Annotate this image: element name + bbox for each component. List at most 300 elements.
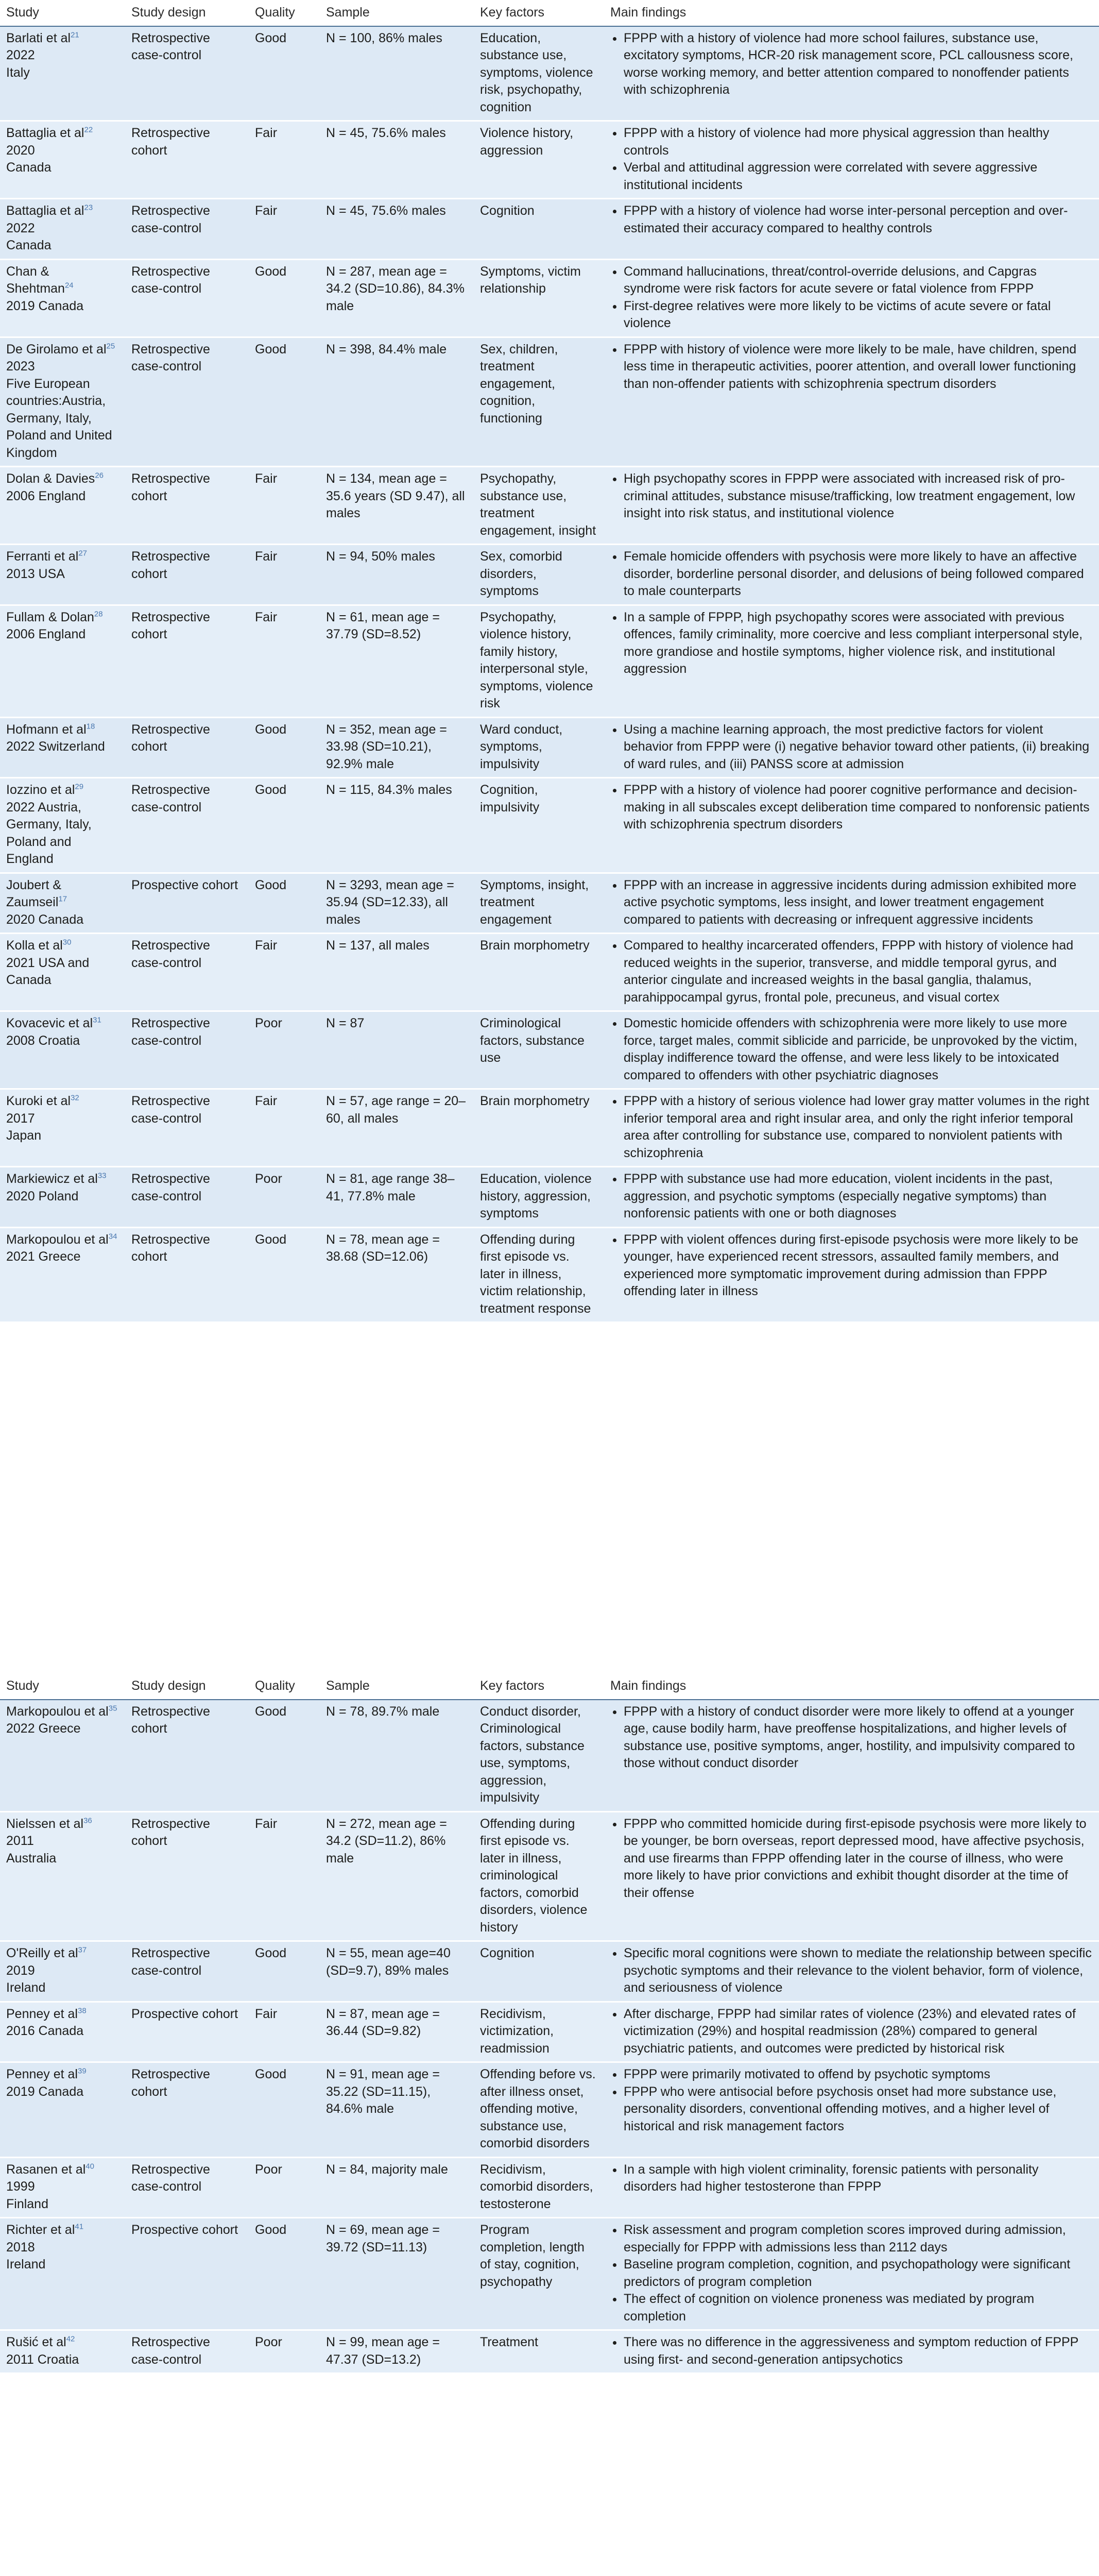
study-line (6, 470, 119, 488)
study-cell (0, 778, 125, 873)
factors-cell: Symptoms, insight, treatment engagement (474, 873, 604, 934)
findings-cell (604, 1811, 1099, 1941)
factors-cell: Ward conduct, symptoms, impulsivity (474, 717, 604, 778)
sample-cell: N = 99, mean age = 47.37 (SD=13.2) (320, 2330, 474, 2374)
study-line: 2016 Canada (6, 2024, 84, 2038)
reference-number: 29 (75, 782, 84, 791)
study-author: Battaglia et al (6, 204, 84, 218)
sample-cell: N = 352, mean age = 33.98 (SD=10.21), 92.9% male (320, 717, 474, 778)
finding-item (624, 1171, 1093, 1223)
study-line: 2020 Canada (6, 912, 84, 927)
study-line (6, 2006, 119, 2023)
study-line (6, 1015, 119, 1032)
findings-list (610, 2161, 1093, 2196)
study-line: 2019 Canada (6, 298, 84, 313)
finding-item (624, 609, 1093, 678)
findings-cell (604, 1167, 1099, 1228)
study-line: 2008 Croatia (6, 1033, 80, 1048)
finding-item: • First-degree relatives were more likely to be victims of acute severe or fatal violence (624, 298, 1093, 332)
study-author: Penney et al (6, 2006, 78, 2021)
reference-number: 27 (78, 549, 88, 558)
finding-item: • Verbal and attitudinal aggression were correlated with severe aggressive institutional incidents (624, 159, 1093, 194)
quality-cell: Good (249, 1227, 320, 1323)
finding-item: • FPPP were primarily motivated to offend by psychotic symptoms (624, 2066, 1093, 2083)
finding-item (624, 1703, 1093, 1772)
factors-cell: Criminological factors, substance use (474, 1011, 604, 1089)
finding-text: Specific moral cognitions were shown to mediate the relationship between specific psychotic symptoms and their relevance to the violent behavior, form of violence, and seriousness of violence (624, 1946, 1092, 1995)
study-line: Italy (6, 65, 30, 80)
study-cell (0, 337, 125, 467)
finding-text: After discharge, FPPP had similar rates of violence (23%) and elevated rates of victimization (29%) and hospital readmission (28%) compared to general psychiatric patients, and outcomes were predicted by historical risk (624, 2006, 1076, 2056)
table-row (0, 2157, 1099, 2218)
reference-number: 39 (78, 2066, 87, 2076)
quality-cell: Poor (249, 2330, 320, 2374)
quality-cell: Fair (249, 121, 320, 199)
quality-cell: Fair (249, 605, 320, 717)
findings-list (610, 721, 1093, 773)
quality-cell: Fair (249, 199, 320, 260)
quality-cell: Good (249, 259, 320, 337)
finding-item (624, 202, 1093, 237)
factors-cell: Brain morphometry (474, 1089, 604, 1167)
sample-cell: N = 57, age range = 20–60, all males (320, 1089, 474, 1167)
findings-list (610, 125, 1093, 194)
design-cell: Retrospective case-control (125, 26, 249, 121)
header-row (0, 1, 1099, 26)
findings-cell (604, 605, 1099, 717)
study-cell (0, 259, 125, 337)
column-header: Key factors (474, 1674, 604, 1700)
study-author: Barlati et al (6, 30, 71, 45)
study-cell (0, 1227, 125, 1323)
finding-item (624, 548, 1093, 600)
finding-item: • The effect of cognition on violence proneness was mediated by program completion (624, 2291, 1093, 2325)
design-cell: Prospective cohort (125, 2002, 249, 2062)
study-line (6, 125, 119, 142)
table-row (0, 2218, 1099, 2330)
sample-cell: N = 134, mean age = 35.6 years (SD 9.47), all males (320, 467, 474, 545)
study-line: 1999 (6, 2179, 35, 2194)
finding-text: FPPP with violent offences during first-episode psychosis were more likely to be younger, have experienced recent stressors, assaulted family members, and experienced more symptomatic improvement during admission than FPPP offending later in illness (624, 1232, 1078, 1298)
table-row (0, 1811, 1099, 1941)
factors-cell: Conduct disorder, Criminological factors, substance use, symptoms, aggression, impulsivity (474, 1700, 604, 1812)
study-cell (0, 605, 125, 717)
table-row (0, 2002, 1099, 2062)
quality-cell: Fair (249, 934, 320, 1011)
design-cell: Retrospective case-control (125, 1941, 249, 2002)
findings-cell (604, 2330, 1099, 2374)
study-line (6, 2066, 119, 2083)
finding-item (624, 341, 1093, 393)
reference-number: 33 (97, 1171, 107, 1180)
table-row (0, 717, 1099, 778)
design-cell: Prospective cohort (125, 873, 249, 934)
study-author: Markiewicz et al (6, 1172, 98, 1186)
factors-cell: Violence history, aggression (474, 121, 604, 199)
finding-text: FPPP with a history of violence had poorer cognitive performance and decision-making in all subscales except deliberation time compared to nonforensic patients with schizophrenia spectrum disorders (624, 783, 1090, 832)
factors-cell: Cognition (474, 1941, 604, 2002)
finding-item (624, 937, 1093, 1006)
study-cell (0, 934, 125, 1011)
study-author: Richter et al (6, 2223, 75, 2237)
reference-number: 28 (94, 609, 103, 619)
reference-number: 34 (108, 1232, 117, 1241)
study-cell (0, 545, 125, 605)
table-row (0, 1700, 1099, 1812)
sample-cell: N = 3293, mean age = 35.94 (SD=12.33), all males (320, 873, 474, 934)
study-cell (0, 1011, 125, 1089)
design-cell: Retrospective case-control (125, 259, 249, 337)
sample-cell: N = 398, 84.4% male (320, 337, 474, 467)
table-row (0, 26, 1099, 121)
quality-cell: Poor (249, 1167, 320, 1228)
design-cell: Retrospective case-control (125, 337, 249, 467)
study-author: Kuroki et al (6, 1094, 71, 1108)
findings-cell (604, 1011, 1099, 1089)
factors-cell: Offending during first episode vs. later in illness, victim relationship, treatment response (474, 1227, 604, 1323)
study-line (6, 937, 119, 955)
quality-cell: Good (249, 1700, 320, 1812)
quality-cell: Good (249, 717, 320, 778)
findings-list (610, 877, 1093, 929)
sample-cell: N = 78, 89.7% male (320, 1700, 474, 1812)
study-cell (0, 1700, 125, 1812)
study-cell (0, 467, 125, 545)
study-line (6, 2334, 119, 2351)
column-header: Main findings (604, 1, 1099, 26)
table-row (0, 337, 1099, 467)
study-line: 2018 (6, 2240, 35, 2255)
factors-cell: Psychopathy, substance use, treatment engagement, insight (474, 467, 604, 545)
study-line: Finland (6, 2196, 48, 2211)
column-header: Sample (320, 1674, 474, 1700)
study-line (6, 202, 119, 220)
study-author: O'Reilly et al (6, 1946, 78, 1960)
sample-cell: N = 115, 84.3% males (320, 778, 474, 873)
quality-cell: Fair (249, 1811, 320, 1941)
factors-cell: Education, substance use, symptoms, violence risk, psychopathy, cognition (474, 26, 604, 121)
reference-number: 41 (75, 2222, 84, 2231)
study-line: Ireland (6, 1980, 46, 1995)
findings-list (610, 937, 1093, 1006)
reference-number: 42 (66, 2334, 75, 2344)
study-author: Kovacevic et al (6, 1016, 93, 1030)
design-cell: Retrospective cohort (125, 467, 249, 545)
reference-number: 26 (95, 471, 104, 480)
findings-list (610, 1703, 1093, 1772)
finding-text: FPPP with an increase in aggressive incidents during admission exhibited more active psychotic symptoms, less insight, and lower treatment engagement compared to patients with decreasing or infrequent aggressive incidents (624, 877, 1077, 927)
factors-cell: Brain morphometry (474, 934, 604, 1011)
study-line: 2022 Greece (6, 1721, 81, 1736)
study-table-part-2 (0, 1674, 1099, 2374)
study-line (6, 263, 119, 298)
findings-cell (604, 778, 1099, 873)
table-row (0, 2330, 1099, 2374)
study-cell (0, 1167, 125, 1228)
design-cell: Prospective cohort (125, 2218, 249, 2330)
study-line: 2022 Austria, Germany, Italy, Poland and England (6, 800, 92, 866)
findings-list (610, 1945, 1093, 1997)
table-row (0, 545, 1099, 605)
design-cell: Retrospective case-control (125, 1167, 249, 1228)
table-row (0, 1011, 1099, 1089)
study-cell (0, 2330, 125, 2374)
findings-list (610, 1231, 1093, 1300)
design-cell: Retrospective case-control (125, 2157, 249, 2218)
study-line (6, 2161, 119, 2179)
study-line: 2017 (6, 1111, 35, 1126)
finding-item (624, 877, 1093, 929)
quality-cell: Fair (249, 467, 320, 545)
study-line: 2019 Canada (6, 2084, 84, 2099)
sample-cell: N = 87, mean age = 36.44 (SD=9.82) (320, 2002, 474, 2062)
study-line: 2006 England (6, 488, 86, 503)
study-cell (0, 121, 125, 199)
reference-number: 35 (108, 1704, 117, 1713)
finding-item: • Risk assessment and program completion scores improved during admission, especially for FPPP with admissions less than 2112 days (624, 2222, 1093, 2256)
factors-cell: Offending before vs. after illness onset, offending motive, substance use, comorbid disorders (474, 2062, 604, 2158)
findings-list (610, 202, 1093, 237)
study-line: 2011 Croatia (6, 2352, 79, 2367)
factors-cell: Program completion, length of stay, cognition, psychopathy (474, 2218, 604, 2330)
study-author: Markopoulou et al (6, 1232, 109, 1247)
finding-item (624, 1015, 1093, 1084)
findings-list (610, 470, 1093, 522)
reference-number: 22 (84, 125, 93, 134)
study-line: 2022 Switzerland (6, 739, 105, 754)
study-cell (0, 2218, 125, 2330)
findings-cell (604, 26, 1099, 121)
study-author: Rasanen et al (6, 2162, 86, 2177)
reference-number: 18 (86, 722, 95, 731)
finding-item (624, 721, 1093, 773)
study-line (6, 1816, 119, 1833)
factors-cell: Sex, children, treatment engagement, cognition, functioning (474, 337, 604, 467)
study-cell (0, 2062, 125, 2158)
design-cell: Retrospective case-control (125, 199, 249, 260)
design-cell: Retrospective case-control (125, 778, 249, 873)
factors-cell: Offending during first episode vs. later in illness, criminological factors, comorbid disorders, violence history (474, 1811, 604, 1941)
study-author: Iozzino et al (6, 783, 75, 797)
design-cell: Retrospective cohort (125, 605, 249, 717)
finding-text: High psychopathy scores in FPPP were associated with increased risk of pro-criminal attitudes, substance misuse/trafficking, low treatment engagement, low insight into risk status, and institutional violence (624, 471, 1075, 520)
study-line (6, 30, 119, 47)
reference-number: 30 (62, 938, 72, 947)
reference-number: 37 (78, 1945, 87, 1955)
finding-text: In a sample of FPPP, high psychopathy scores were associated with previous offences, family criminality, more coercive and less compliant interpersonal style, more grandiose and hostile symptoms, higher violence risk, and institutional aggression (624, 609, 1083, 676)
reference-number: 40 (85, 2162, 94, 2171)
finding-text: FPPP with substance use had more education, violent incidents in the past, aggression, and psychotic symptoms (especially negative symptoms) than nonforensic patients with one or both diagnoses (624, 1172, 1053, 1221)
study-line (6, 782, 119, 799)
reference-number: 38 (78, 2006, 87, 2015)
finding-item (624, 470, 1093, 522)
study-author: Dolan & Davies (6, 471, 95, 486)
study-line: 2019 (6, 1963, 35, 1978)
study-line: Ireland (6, 2257, 46, 2272)
table-row (0, 1167, 1099, 1228)
findings-cell (604, 545, 1099, 605)
column-header: Study (0, 1674, 125, 1700)
finding-text: FPPP with a history of violence had more school failures, substance use, excitatory symptoms, HCR-20 risk management score, PCL callousness score, worse working memory, and better attention compared to nonoffender patients with schizophrenia (624, 30, 1073, 97)
quality-cell: Good (249, 2218, 320, 2330)
findings-list (610, 782, 1093, 834)
study-table-part-1 (0, 1, 1099, 1323)
column-header: Quality (249, 1, 320, 26)
sample-cell: N = 137, all males (320, 934, 474, 1011)
finding-item: • FPPP with a history of violence had more physical aggression than healthy controls (624, 125, 1093, 159)
findings-list (610, 30, 1093, 99)
column-header: Quality (249, 1674, 320, 1700)
study-author: Battaglia et al (6, 126, 84, 140)
findings-cell (604, 2157, 1099, 2218)
column-header: Main findings (604, 1674, 1099, 1700)
study-line: 2006 England (6, 627, 86, 641)
findings-cell (604, 1227, 1099, 1323)
findings-cell (604, 467, 1099, 545)
study-line: Canada (6, 238, 51, 252)
findings-cell (604, 1700, 1099, 1812)
findings-list (610, 609, 1093, 678)
study-author: Chan & Shehtman (6, 264, 65, 296)
finding-text: There was no difference in the aggressiveness and symptom reduction of FPPP using first- and second-generation antipsychotics (624, 2335, 1078, 2367)
study-line (6, 609, 119, 626)
study-author: Penney et al (6, 2067, 78, 2081)
study-line: 2022 (6, 48, 35, 62)
findings-list (610, 2334, 1093, 2368)
factors-cell: Education, violence history, aggression, symptoms (474, 1167, 604, 1228)
factors-cell: Recidivism, victimization, readmission (474, 2002, 604, 2062)
sample-cell: N = 87 (320, 1011, 474, 1089)
finding-text: FPPP with a history of serious violence had lower gray matter volumes in the right inferior temporal area and right insular area, and only the right inferior temporal area after controlling for substance use, compared to nonviolent patients with schizophrenia (624, 1094, 1090, 1160)
study-line: Five European countries:Austria, Germany, Italy, Poland and United Kingdom (6, 376, 112, 460)
study-line: 2022 (6, 221, 35, 235)
study-line (6, 341, 119, 359)
study-line: 2021 Greece (6, 1249, 81, 1264)
column-header: Key factors (474, 1, 604, 26)
study-line: 2020 Poland (6, 1189, 79, 1204)
study-line (6, 877, 119, 911)
quality-cell: Good (249, 1941, 320, 2002)
study-line: 2013 USA (6, 566, 65, 581)
quality-cell: Poor (249, 1011, 320, 1089)
finding-item (624, 30, 1093, 99)
table-row (0, 1227, 1099, 1323)
study-line (6, 548, 119, 566)
findings-list (610, 548, 1093, 600)
sample-cell: N = 61, mean age = 37.79 (SD=8.52) (320, 605, 474, 717)
study-cell (0, 199, 125, 260)
findings-list (610, 2006, 1093, 2058)
study-author: Ferranti et al (6, 549, 79, 564)
sample-cell: N = 94, 50% males (320, 545, 474, 605)
findings-cell (604, 121, 1099, 199)
study-author: Rušić et al (6, 2335, 66, 2349)
sample-cell: N = 287, mean age = 34.2 (SD=10.86), 84.3% male (320, 259, 474, 337)
findings-cell (604, 873, 1099, 934)
findings-list (610, 1816, 1093, 1902)
sample-cell: N = 78, mean age = 38.68 (SD=12.06) (320, 1227, 474, 1323)
findings-list (610, 1093, 1093, 1162)
findings-cell (604, 934, 1099, 1011)
study-cell (0, 1811, 125, 1941)
study-line (6, 2222, 119, 2239)
finding-text: FPPP with a history of violence had worse inter-personal perception and over-estimated their accuracy compared to healthy controls (624, 204, 1068, 235)
table-row (0, 121, 1099, 199)
finding-item (624, 1231, 1093, 1300)
study-cell (0, 1089, 125, 1167)
findings-cell (604, 2002, 1099, 2062)
finding-text: Using a machine learning approach, the most predictive factors for violent behavior from FPPP were (i) negative behavior toward other patients, (ii) breaking of ward rules, and (iii) PANSS score at admission (624, 722, 1090, 771)
finding-item (624, 2334, 1093, 2368)
finding-item (624, 1945, 1093, 1997)
study-cell (0, 873, 125, 934)
finding-item: • FPPP who were antisocial before psychosis onset had more substance use, personality disorders, conventional offending motives, and a higher level of historical and risk management factors (624, 2083, 1093, 2136)
findings-cell (604, 259, 1099, 337)
finding-item (624, 2006, 1093, 2058)
study-line: 2023 (6, 359, 35, 374)
findings-list (610, 1015, 1093, 1084)
study-line: 2020 (6, 143, 35, 158)
study-line: Australia (6, 1851, 57, 1866)
table-row (0, 1089, 1099, 1167)
study-author: Markopoulou et al (6, 1704, 109, 1719)
findings-list (610, 2066, 1093, 2135)
sample-cell: N = 272, mean age = 34.2 (SD=11.2), 86% male (320, 1811, 474, 1941)
finding-text: FPPP who committed homicide during first-episode psychosis were more likely to be younger, be born overseas, report depressed mood, have affective psychosis, and use firearms than FPPP offending later in the course of illness, who were more likely to have prior convictions and exhibit thought disorder at the time of their offense (624, 1816, 1087, 1900)
table-row (0, 873, 1099, 934)
column-header: Sample (320, 1, 474, 26)
findings-cell (604, 2218, 1099, 2330)
finding-item (624, 1093, 1093, 1162)
study-line: Canada (6, 160, 51, 175)
table-row (0, 259, 1099, 337)
study-line (6, 1093, 119, 1110)
finding-item (624, 1816, 1093, 1902)
study-author: Nielssen et al (6, 1816, 84, 1831)
factors-cell: Symptoms, victim relationship (474, 259, 604, 337)
reference-number: 21 (71, 30, 79, 40)
reference-number: 32 (71, 1093, 79, 1103)
study-line: 2011 (6, 1834, 34, 1848)
study-cell (0, 2002, 125, 2062)
study-line (6, 1703, 119, 1721)
finding-text: FPPP with history of violence were more likely to be male, have children, spend less time in therapeutic activities, poorer attention, and overall lower functioning than non-offender patients with schizophrenia spectrum disorders (624, 342, 1077, 391)
design-cell: Retrospective cohort (125, 717, 249, 778)
finding-text: FPPP with a history of conduct disorder were more likely to offend at a younger age, cause bodily harm, have preoffense hospitalizations, and higher levels of substance use, positive symptoms, anger, hostility, and impulsivity compared to those without conduct disorder (624, 1704, 1075, 1770)
study-cell (0, 1941, 125, 2002)
design-cell: Retrospective cohort (125, 1811, 249, 1941)
study-line: 2021 USA and Canada (6, 955, 90, 987)
quality-cell: Good (249, 337, 320, 467)
sample-cell: N = 84, majority male (320, 2157, 474, 2218)
table-row (0, 778, 1099, 873)
quality-cell: Poor (249, 2157, 320, 2218)
sample-cell: N = 45, 75.6% males (320, 199, 474, 260)
factors-cell: Sex, comorbid disorders, symptoms (474, 545, 604, 605)
finding-text: Female homicide offenders with psychosis were more likely to have an affective disorder, borderline personal disorder, and delusions of being followed compared to male counterparts (624, 549, 1084, 598)
column-header: Study design (125, 1, 249, 26)
findings-list (610, 341, 1093, 393)
findings-cell (604, 1089, 1099, 1167)
sample-cell: N = 91, mean age = 35.22 (SD=11.15), 84.6% male (320, 2062, 474, 2158)
findings-list (610, 1171, 1093, 1223)
reference-number: 36 (83, 1816, 92, 1825)
study-author: Hofmann et al (6, 722, 87, 737)
design-cell: Retrospective case-control (125, 934, 249, 1011)
study-author: Kolla et al (6, 938, 63, 953)
quality-cell: Good (249, 778, 320, 873)
findings-list (610, 263, 1093, 332)
